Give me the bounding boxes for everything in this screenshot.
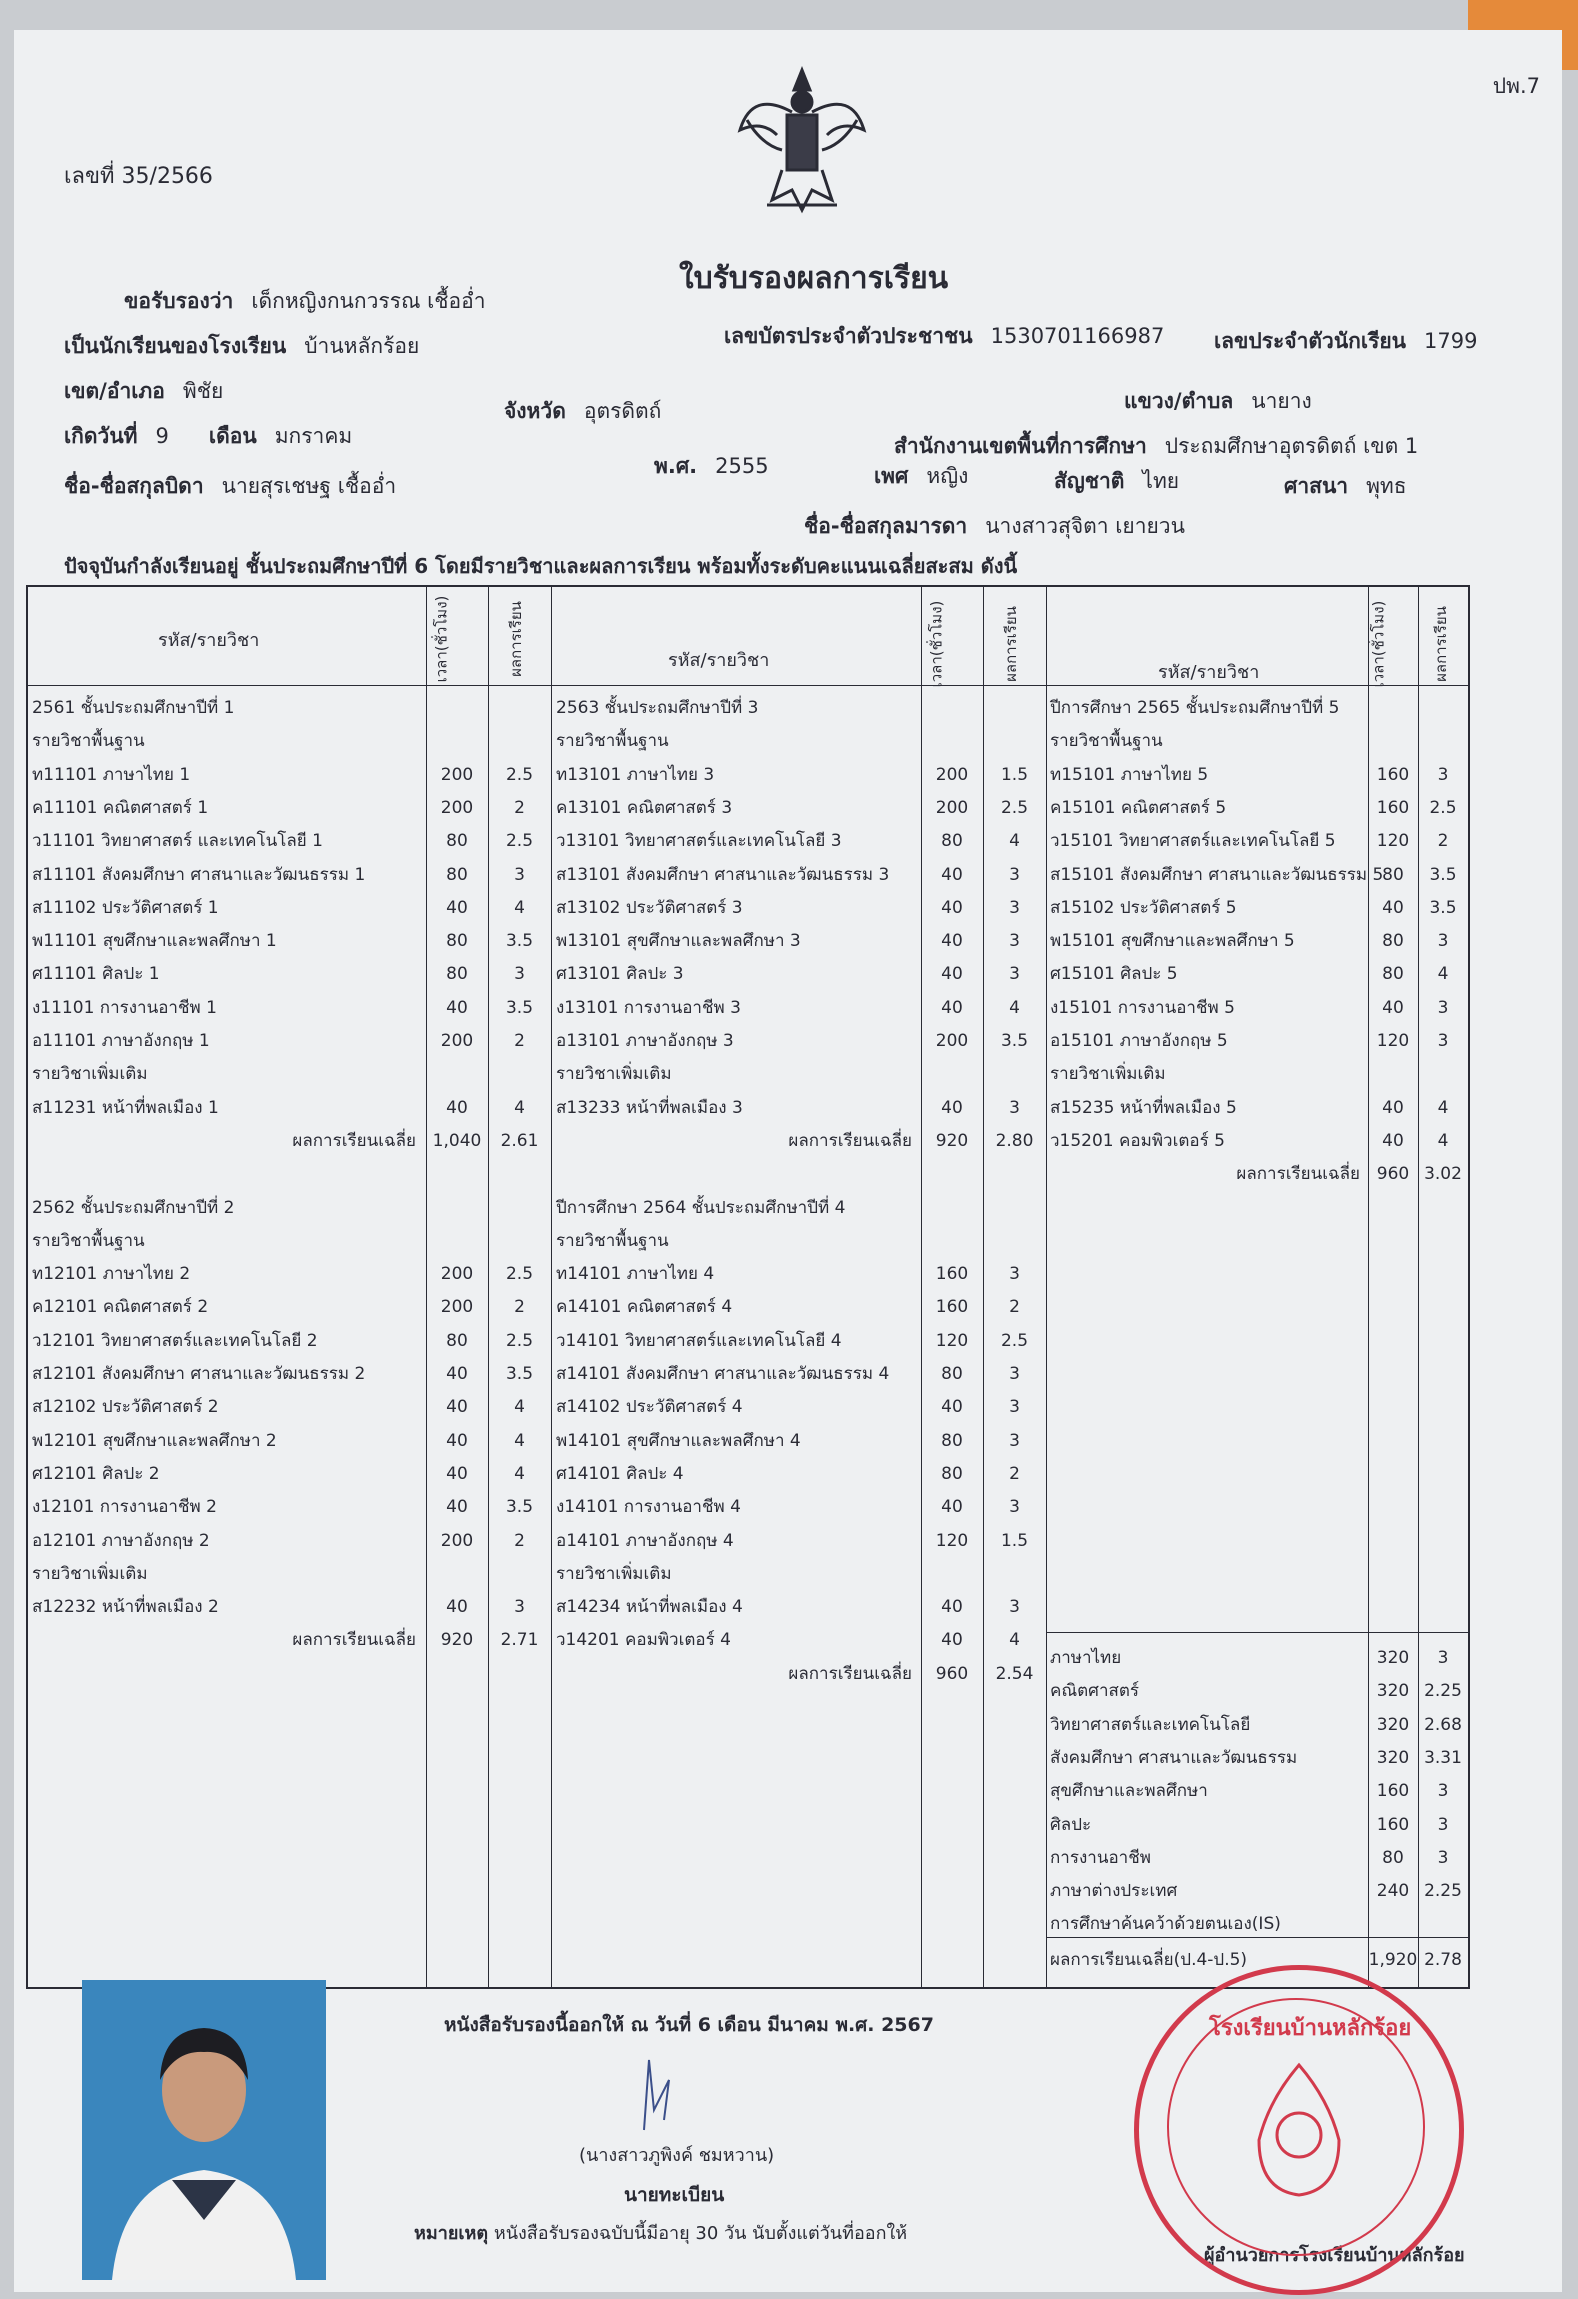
subject-cell: อ15101 ภาษาอังกฤษ 5: [1050, 1031, 1228, 1051]
hours-cell: 40: [446, 1097, 468, 1118]
grade-cell: 3: [1009, 931, 1020, 952]
province-line: [504, 395, 661, 428]
school-seal: [1134, 1965, 1464, 2295]
nationality-line: [1054, 465, 1179, 498]
hours-cell: 80: [1382, 931, 1404, 952]
grade-cell: 4: [1437, 1097, 1449, 1118]
hours-cell: 40: [941, 1630, 963, 1651]
grade-cell: 3: [1009, 1097, 1020, 1118]
grade-cell: 3: [1009, 897, 1020, 918]
grade-cell: 3.5: [505, 1364, 534, 1384]
grade-cell: 2: [1009, 1463, 1020, 1484]
hours-cell: 200: [440, 764, 474, 785]
summary-subject-cell: ภาษาไทย: [1050, 1648, 1122, 1668]
term-average-hours: 920: [440, 1630, 474, 1651]
summary-grade-cell: 2.68: [1424, 1714, 1462, 1735]
grade-cell: 2: [1437, 831, 1449, 852]
hours-cell: 40: [941, 1397, 963, 1418]
overall-average-label: ผลการเรียนเฉลี่ย(ป.4-ป.5): [1050, 1950, 1248, 1970]
hours-cell: 40: [1382, 897, 1404, 918]
grade-cell: 2.5: [1000, 1330, 1029, 1351]
term-average-hours: 960: [935, 1663, 969, 1684]
hours-cell: 40: [446, 1364, 468, 1384]
grade-cell: 3: [1009, 1430, 1020, 1451]
mother-line: [804, 510, 1185, 543]
grade-cell: 4: [1009, 1630, 1020, 1651]
summary-subject-cell: การงานอาชีพ: [1050, 1847, 1151, 1868]
hours-cell: 40: [941, 931, 963, 952]
subject-cell: 2563 ชั้นประถมศึกษาปีที่ 3: [556, 698, 759, 718]
hours-cell: 40: [446, 897, 468, 918]
subject-cell: ท15101 ภาษาไทย 5: [1050, 764, 1209, 785]
term-average-label: ผลการเรียนเฉลี่ย: [1236, 1164, 1360, 1185]
summary-subject-cell: คณิตศาสตร์: [1050, 1681, 1140, 1702]
hours-cell: 40: [446, 1430, 468, 1451]
summary-hours-cell: 320: [1376, 1681, 1410, 1702]
birth-year-label: พ.ศ.: [654, 454, 698, 478]
hours-cell: 160: [935, 1297, 969, 1318]
term-average-grade: 2.71: [500, 1630, 539, 1651]
grade-cell: 2.5: [505, 1330, 534, 1351]
subject-cell: 2561 ชั้นประถมศึกษาปีที่ 1: [32, 698, 235, 718]
hours-cell: 80: [446, 931, 468, 952]
document-number: เลขที่ 35/2566: [64, 164, 213, 189]
grade-cell: 4: [1437, 1130, 1449, 1151]
subject-cell: ศ13101 ศิลปะ 3: [556, 964, 684, 985]
hours-cell: 40: [446, 1463, 468, 1484]
province-value: อุตรดิตถ์: [583, 399, 662, 423]
religion-label: ศาสนา: [1284, 474, 1349, 498]
sex-label: เพศ: [874, 464, 909, 488]
grade-cell: 2: [514, 1297, 525, 1318]
hours-cell: 40: [1382, 997, 1404, 1018]
subject-cell: รายวิชาพื้นฐาน: [32, 731, 145, 752]
school-line: [64, 330, 419, 363]
term-average-hours: 960: [1376, 1164, 1410, 1185]
document-title: ใบรับรองผลการเรียน: [679, 261, 949, 296]
subject-cell: ปีการศึกษา 2564 ชั้นประถมศึกษาปีที่ 4: [556, 1197, 846, 1218]
grade-cell: 2: [514, 1530, 525, 1551]
student-no-label: เลขประจำตัวนักเรียน: [1214, 329, 1407, 353]
subject-cell: ง15101 การงานอาชีพ 5: [1050, 997, 1235, 1018]
hours-cell: 40: [941, 1597, 963, 1618]
column2-grade-header: ผลการเรียน: [1001, 606, 1020, 682]
column2-subject-header: รหัส/รายวิชา: [668, 650, 770, 671]
registrar-role: นายทะเบียน: [624, 2184, 725, 2206]
summary-grade-cell: 3.31: [1424, 1747, 1462, 1768]
hours-cell: 200: [935, 764, 969, 785]
column3-grade-header: ผลการเรียน: [1431, 606, 1450, 682]
district-label: เขต/อำเภอ: [64, 379, 165, 403]
hours-cell: 160: [935, 1264, 969, 1285]
summary-hours-cell: 320: [1376, 1747, 1410, 1768]
subject-cell: อ13101 ภาษาอังกฤษ 3: [556, 1031, 734, 1051]
certify-line: [124, 285, 486, 318]
grade-cell: 4: [514, 1097, 525, 1118]
subject-cell: ส14101 สังคมศึกษา ศาสนาและวัฒนธรรม 4: [556, 1364, 890, 1384]
subdistrict-line: [1124, 385, 1312, 418]
subject-cell: ส14234 หน้าที่พลเมือง 4: [556, 1597, 743, 1618]
subject-cell: ส13101 สังคมศึกษา ศาสนาและวัฒนธรรม 3: [556, 864, 890, 885]
hours-cell: 40: [446, 1397, 468, 1418]
grade-cell: 4: [1437, 964, 1449, 985]
subject-cell: รายวิชาเพิ่มเติม: [32, 1563, 148, 1584]
subject-cell: ส15235 หน้าที่พลเมือง 5: [1050, 1097, 1237, 1118]
subject-cell: อ14101 ภาษาอังกฤษ 4: [556, 1530, 734, 1551]
subject-cell: ส12101 สังคมศึกษา ศาสนาและวัฒนธรรม 2: [32, 1364, 366, 1384]
religion-value: พุทธ: [1366, 474, 1407, 498]
subject-cell: ศ14101 ศิลปะ 4: [556, 1463, 684, 1484]
hours-cell: 200: [935, 797, 969, 818]
subject-cell: ค15101 คณิตศาสตร์ 5: [1050, 797, 1227, 818]
grade-cell: 3: [1009, 1497, 1020, 1518]
subject-cell: ส11102 ประวัติศาสตร์ 1: [32, 897, 219, 918]
subject-cell: ท13101 ภาษาไทย 3: [556, 764, 715, 785]
subject-cell: อ12101 ภาษาอังกฤษ 2: [32, 1530, 210, 1551]
summary-hours-cell: 80: [1382, 1847, 1404, 1868]
mother-name: นางสาวสุจิตา เยายวน: [985, 514, 1185, 538]
hours-cell: 80: [446, 1330, 468, 1351]
registrar-name: (นางสาวภูพิงค์ ชมหวาน): [579, 2145, 775, 2166]
hours-cell: 40: [941, 997, 963, 1018]
grade-cell: 3: [1437, 997, 1449, 1018]
hours-cell: 200: [935, 1031, 969, 1051]
term-average-label: ผลการเรียนเฉลี่ย: [788, 1130, 912, 1151]
grade-cell: 3: [1009, 1364, 1020, 1384]
grade-cell: 2.5: [505, 1264, 534, 1285]
school-label: เป็นนักเรียนของโรงเรียน: [64, 334, 287, 358]
father-line: [64, 470, 396, 503]
grade-cell: 3: [1437, 1031, 1449, 1051]
sex-line: [874, 460, 968, 493]
term-average-grade: 3.02: [1424, 1164, 1462, 1185]
hours-cell: 120: [1376, 1031, 1410, 1051]
hours-cell: 80: [446, 964, 468, 985]
term-average-label: ผลการเรียนเฉลี่ย: [292, 1630, 416, 1651]
column1-grade-header: ผลการเรียน: [506, 601, 525, 677]
subject-cell: พ11101 สุขศึกษาและพลศึกษา 1: [32, 931, 277, 952]
garuda-emblem-icon: [732, 50, 872, 220]
grade-cell: 4: [1009, 831, 1020, 852]
summary-hours-cell: 160: [1376, 1814, 1410, 1835]
column1-subject-header: รหัส/รายวิชา: [158, 630, 260, 651]
subject-cell: รายวิชาเพิ่มเติม: [556, 1563, 672, 1584]
subject-cell: ว14201 คอมพิวเตอร์ 4: [556, 1630, 731, 1651]
hours-cell: 120: [1376, 831, 1410, 852]
hours-cell: 40: [941, 964, 963, 985]
mother-label: ชื่อ-ชื่อสกุลมารดา: [804, 514, 968, 538]
hours-cell: 40: [446, 997, 468, 1018]
subject-cell: ส14102 ประวัติศาสตร์ 4: [556, 1397, 743, 1418]
grade-cell: 1.5: [1000, 764, 1029, 785]
hours-cell: 40: [941, 897, 963, 918]
subject-cell: อ11101 ภาษาอังกฤษ 1: [32, 1031, 210, 1051]
status-line: ปัจจุบันกำลังเรียนอยู่ ชั้นประถมศึกษาปีที่ 6 โดยมีรายวิชาและผลการเรียน พร้อมทั้งระดับคะแนนเฉลี่ยสะสม ดังนี้: [64, 554, 1018, 578]
summary-grade-cell: 3: [1437, 1814, 1449, 1835]
province-label: จังหวัด: [504, 399, 566, 423]
subject-cell: รายวิชาเพิ่มเติม: [1050, 1064, 1166, 1085]
hours-cell: 200: [440, 1297, 474, 1318]
subject-cell: ศ12101 ศิลปะ 2: [32, 1463, 160, 1484]
subject-cell: ง12101 การงานอาชีพ 2: [32, 1497, 217, 1518]
summary-subject-cell: วิทยาศาสตร์และเทคโนโลยี: [1050, 1714, 1251, 1735]
nationality-value: ไทย: [1142, 469, 1180, 493]
subject-cell: ง14101 การงานอาชีพ 4: [556, 1497, 741, 1518]
subject-cell: ว15101 วิทยาศาสตร์และเทคโนโลยี 5: [1050, 831, 1336, 852]
subject-cell: ส11231 หน้าที่พลเมือง 1: [32, 1097, 219, 1118]
seal-text: โรงเรียนบ้านหลักร้อย: [1209, 2016, 1412, 2041]
overall-average-grade: 2.78: [1424, 1950, 1462, 1970]
hours-cell: 40: [446, 1497, 468, 1518]
subject-cell: รายวิชาพื้นฐาน: [1050, 731, 1163, 752]
grade-cell: 3.5: [505, 1497, 534, 1518]
hours-cell: 40: [446, 1597, 468, 1618]
term-average-grade: 2.61: [500, 1130, 539, 1151]
subject-cell: รายวิชาเพิ่มเติม: [32, 1064, 148, 1085]
hours-cell: 200: [440, 797, 474, 818]
grade-cell: 4: [514, 1397, 525, 1418]
certify-label: ขอรับรองว่า: [124, 289, 234, 313]
subject-cell: ท12101 ภาษาไทย 2: [32, 1264, 191, 1285]
note-label: หมายเหตุ: [414, 2223, 489, 2244]
hours-cell: 40: [941, 1497, 963, 1518]
subject-cell: ส11101 สังคมศึกษา ศาสนาและวัฒนธรรม 1: [32, 864, 366, 885]
id-card-label: เลขบัตรประจำตัวประชาชน: [724, 324, 973, 348]
grade-cell: 3.5: [1000, 1031, 1029, 1051]
birth-month: มกราคม: [274, 424, 353, 448]
grade-cell: 2: [1009, 1297, 1020, 1318]
subject-cell: รายวิชาเพิ่มเติม: [556, 1064, 672, 1085]
summary-subject-cell: สังคมศึกษา ศาสนาและวัฒนธรรม: [1050, 1747, 1298, 1768]
issued-date: หนังสือรับรองนี้ออกให้ ณ วันที่ 6 เดือน มีนาคม พ.ศ. 2567: [444, 2014, 934, 2036]
birth-line: [64, 420, 352, 453]
district-line: [64, 375, 223, 408]
subject-cell: ง11101 การงานอาชีพ 1: [32, 997, 217, 1018]
subject-cell: รายวิชาพื้นฐาน: [556, 1230, 669, 1251]
note-text: หนังสือรับรองฉบับนี้มีอายุ 30 วัน นับตั้งแต่วันที่ออกให้: [493, 2223, 908, 2244]
summary-subject-cell: สุขศึกษาและพลศึกษา: [1050, 1781, 1208, 1802]
subject-cell: ว11101 วิทยาศาสตร์ และเทคโนโลยี 1: [32, 831, 323, 852]
overall-average-hours: 1,920: [1368, 1950, 1418, 1970]
religion-line: [1284, 470, 1407, 503]
grade-cell: 3: [1009, 1264, 1020, 1285]
birth-year: 2555: [715, 454, 769, 478]
subject-cell: รายวิชาพื้นฐาน: [32, 1230, 145, 1251]
summary-subject-cell: การศึกษาค้นคว้าด้วยตนเอง(IS): [1050, 1914, 1281, 1935]
summary-subject-cell: ศิลปะ: [1050, 1814, 1092, 1835]
grades-table: [26, 585, 1470, 1989]
subject-cell: ส15101 สังคมศึกษา ศาสนาและวัฒนธรรม 5: [1050, 864, 1384, 885]
grade-cell: 3.5: [505, 997, 534, 1018]
subject-cell: ว13101 วิทยาศาสตร์และเทคโนโลยี 3: [556, 831, 842, 852]
term-average-label: ผลการเรียนเฉลี่ย: [292, 1130, 416, 1151]
hours-cell: 200: [440, 1530, 474, 1551]
subject-cell: 2562 ชั้นประถมศึกษาปีที่ 2: [32, 1197, 235, 1218]
district-value: พิชัย: [182, 379, 224, 403]
summary-grade-cell: 3: [1437, 1781, 1449, 1802]
grade-cell: 3: [1009, 1397, 1020, 1418]
term-average-grade: 2.80: [995, 1130, 1034, 1151]
grade-cell: 3: [514, 864, 525, 885]
subject-cell: ว14101 วิทยาศาสตร์และเทคโนโลยี 4: [556, 1330, 842, 1351]
subdistrict-value: นายาง: [1251, 389, 1312, 413]
subject-cell: พ13101 สุขศึกษาและพลศึกษา 3: [556, 931, 801, 952]
grade-cell: 2.5: [1429, 797, 1457, 818]
grade-cell: 2: [514, 1031, 525, 1051]
student-photo: [82, 1980, 326, 2280]
hours-cell: 120: [935, 1530, 969, 1551]
hours-cell: 80: [941, 1364, 963, 1384]
grade-cell: 3: [1009, 964, 1020, 985]
summary-grade-cell: 3: [1437, 1847, 1449, 1868]
student-no-line: [1214, 325, 1477, 358]
student-name: เด็กหญิงกนกวรรณ เชื้ออ่ำ: [251, 289, 486, 313]
summary-hours-cell: 240: [1376, 1881, 1410, 1902]
summary-hours-cell: 320: [1376, 1714, 1410, 1735]
subject-cell: ค14101 คณิตศาสตร์ 4: [556, 1297, 733, 1318]
hours-cell: 80: [446, 831, 468, 852]
grade-cell: 4: [1009, 997, 1020, 1018]
grade-cell: 4: [514, 897, 525, 918]
school-name: บ้านหลักร้อย: [304, 334, 420, 358]
column2-hours-header: เวลา(ชั่วโมง): [927, 600, 946, 688]
subject-cell: ส13102 ประวัติศาสตร์ 3: [556, 897, 743, 918]
subject-cell: รายวิชาพื้นฐาน: [556, 731, 669, 752]
term-average-hours: 920: [935, 1130, 969, 1151]
column3-subject-header: รหัส/รายวิชา: [1158, 662, 1260, 683]
hours-cell: 160: [1376, 797, 1410, 818]
subject-cell: พ15101 สุขศึกษาและพลศึกษา 5: [1050, 931, 1295, 952]
student-no: 1799: [1424, 329, 1478, 353]
grade-cell: 3.5: [505, 931, 534, 952]
office-label: สำนักงานเขตพื้นที่การศึกษา: [894, 434, 1147, 458]
summary-grade-cell: 2.25: [1424, 1881, 1462, 1902]
grade-cell: 3: [514, 964, 525, 985]
grade-cell: 2: [514, 797, 525, 818]
summary-grade-cell: 3: [1437, 1648, 1449, 1668]
grade-cell: 3: [514, 1597, 525, 1618]
subject-cell: ค12101 คณิตศาสตร์ 2: [32, 1297, 209, 1318]
term-average-label: ผลการเรียนเฉลี่ย: [788, 1663, 912, 1684]
subject-cell: พ12101 สุขศึกษาและพลศึกษา 2: [32, 1430, 277, 1451]
summary-subject-cell: ภาษาต่างประเทศ: [1050, 1881, 1178, 1902]
grade-cell: 3.5: [1429, 897, 1457, 918]
subject-cell: ค13101 คณิตศาสตร์ 3: [556, 797, 733, 818]
grade-cell: 3: [1437, 764, 1449, 785]
director-role: ผู้อำนวยการโรงเรียนบ้านหลักร้อย: [1204, 2245, 1465, 2266]
subject-cell: ส15102 ประวัติศาสตร์ 5: [1050, 897, 1237, 918]
subject-cell: ศ11101 ศิลปะ 1: [32, 964, 160, 985]
subject-cell: ส12102 ประวัติศาสตร์ 2: [32, 1397, 219, 1418]
hours-cell: 40: [1382, 1097, 1404, 1118]
grade-cell: 3: [1009, 864, 1020, 885]
grade-cell: 4: [514, 1430, 525, 1451]
grade-cell: 2.5: [505, 764, 534, 785]
hours-cell: 120: [935, 1330, 969, 1351]
hours-cell: 160: [1376, 764, 1410, 785]
registrar-signature-icon: [624, 2050, 684, 2140]
transcript-page: [14, 30, 1562, 2292]
hours-cell: 200: [440, 1264, 474, 1285]
subject-cell: ค11101 คณิตศาสตร์ 1: [32, 797, 209, 818]
column3-hours-header: เวลา(ชั่วโมง): [1369, 600, 1388, 688]
id-card-number: 1530701166987: [990, 324, 1165, 348]
office-line: [894, 430, 1418, 463]
summary-grade-cell: 2.25: [1424, 1681, 1462, 1702]
hours-cell: 80: [1382, 964, 1404, 985]
birth-day-label: เกิดวันที่: [64, 424, 138, 448]
hours-cell: 80: [1382, 864, 1404, 885]
birth-month-label: เดือน: [208, 424, 257, 448]
subject-cell: ศ15101 ศิลปะ 5: [1050, 964, 1178, 985]
sex-value: หญิง: [926, 464, 969, 488]
grade-cell: 2.5: [1000, 797, 1029, 818]
seal-emblem-icon: [1239, 2060, 1359, 2200]
birth-year-line: [654, 450, 769, 483]
grade-cell: 3: [1009, 1597, 1020, 1618]
form-code: ปพ.7: [1492, 74, 1540, 98]
id-card-line: [724, 320, 1164, 353]
hours-cell: 80: [446, 864, 468, 885]
hours-cell: 40: [941, 1097, 963, 1118]
grade-cell: 3: [1437, 931, 1449, 952]
hours-cell: 40: [941, 864, 963, 885]
father-label: ชื่อ-ชื่อสกุลบิดา: [64, 474, 204, 498]
grade-cell: 1.5: [1000, 1530, 1029, 1551]
subdistrict-label: แขวง/ตำบล: [1124, 389, 1234, 413]
father-name: นายสุรเชษฐ เชื้ออ่ำ: [221, 474, 397, 498]
term-average-hours: 1,040: [432, 1130, 482, 1151]
column1-hours-header: เวลา(ชั่วโมง): [432, 595, 451, 683]
subject-cell: ส13233 หน้าที่พลเมือง 3: [556, 1097, 743, 1118]
subject-cell: ท14101 ภาษาไทย 4: [556, 1264, 715, 1285]
subject-cell: ว12101 วิทยาศาสตร์และเทคโนโลยี 2: [32, 1330, 318, 1351]
hours-cell: 80: [941, 1430, 963, 1451]
hours-cell: 80: [941, 831, 963, 852]
nationality-label: สัญชาติ: [1054, 469, 1125, 493]
subject-cell: ง13101 การงานอาชีพ 3: [556, 997, 741, 1018]
subject-cell: ท11101 ภาษาไทย 1: [32, 764, 191, 785]
subject-cell: พ14101 สุขศึกษาและพลศึกษา 4: [556, 1430, 801, 1451]
grade-cell: 4: [514, 1463, 525, 1484]
grade-cell: 3.5: [1429, 864, 1457, 885]
hours-cell: 40: [1382, 1130, 1404, 1151]
summary-hours-cell: 320: [1376, 1648, 1410, 1668]
birth-day: 9: [155, 424, 169, 448]
office-value: ประถมศึกษาอุตรดิตถ์ เขต 1: [1164, 434, 1419, 458]
note-line: [414, 2218, 907, 2247]
grade-cell: 2.5: [505, 831, 534, 852]
term-average-grade: 2.54: [995, 1663, 1034, 1684]
subject-cell: ปีการศึกษา 2565 ชั้นประถมศึกษาปีที่ 5: [1050, 698, 1340, 718]
subject-cell: ส12232 หน้าที่พลเมือง 2: [32, 1597, 219, 1618]
hours-cell: 80: [941, 1463, 963, 1484]
subject-cell: ว15201 คอมพิวเตอร์ 5: [1050, 1130, 1225, 1151]
summary-hours-cell: 160: [1376, 1781, 1410, 1802]
hours-cell: 200: [440, 1031, 474, 1051]
